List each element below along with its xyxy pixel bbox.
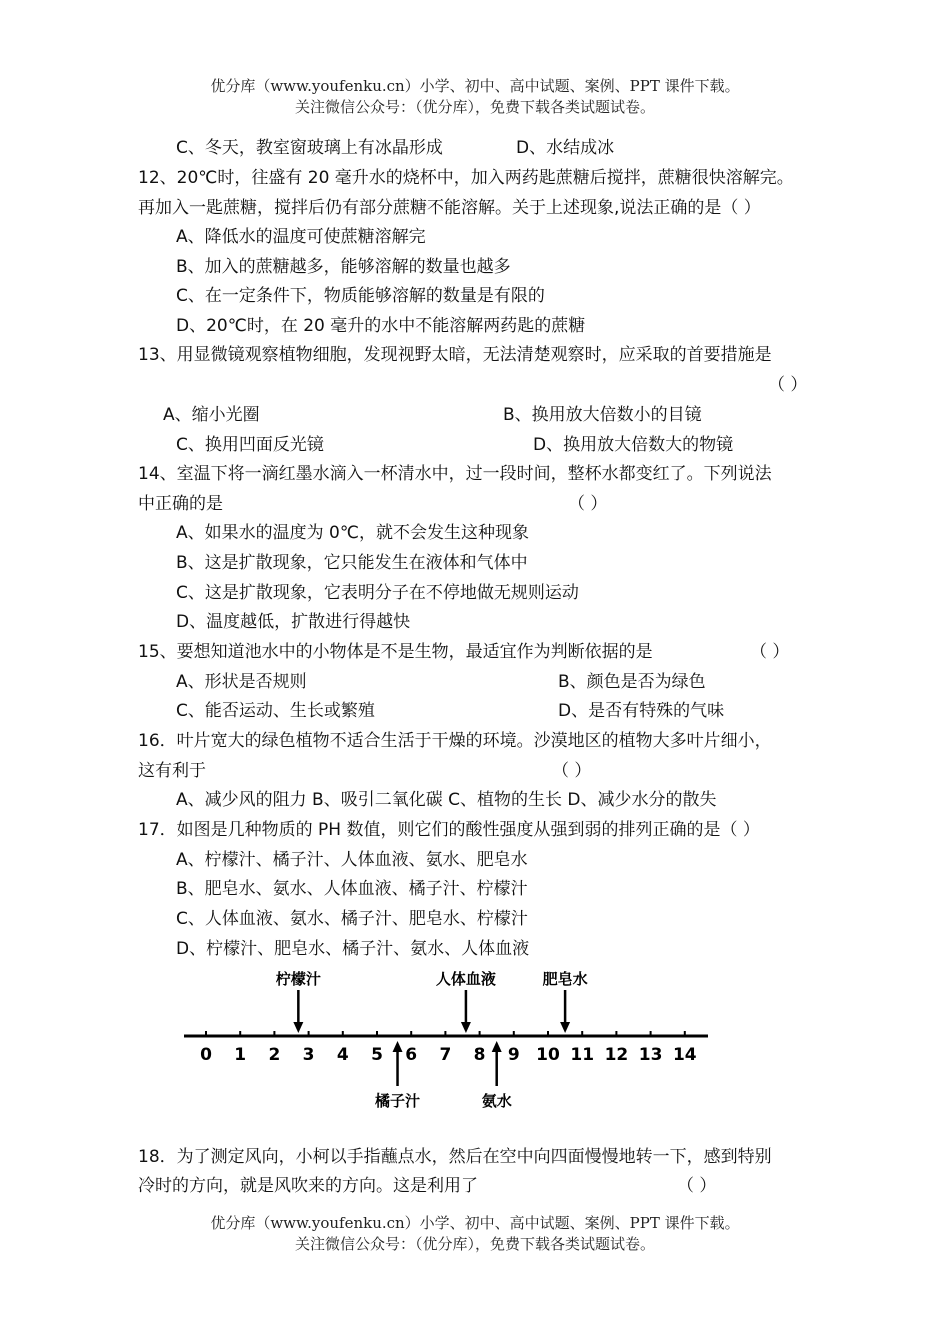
ph-marker-label: 氨水 [481, 1092, 512, 1110]
q12-option-b: B、加入的蔗糖越多，能够溶解的数量也越多 [176, 257, 511, 277]
ph-tick-label: 8 [473, 1045, 486, 1065]
q16-stem-line-2: 这有利于 [138, 761, 206, 781]
q17-option-c: C、人体血液、氨水、橘子汁、肥皂水、柠檬汁 [176, 909, 528, 929]
q12-option-d: D、20℃时，在 20 毫升的水中不能溶解两药匙的蔗糖 [176, 316, 586, 336]
q15-answer-bracket: （ ） [750, 642, 790, 662]
q12-stem-line-2: 再加入一匙蔗糖，搅拌后仍有部分蔗糖不能溶解。关于上述现象,说法正确的是（ ） [138, 198, 761, 218]
q17-option-d: D、柠檬汁、肥皂水、橘子汁、氨水、人体血液 [176, 939, 530, 959]
page-footer-line-1: 优分库（www.youfenku.cn）小学、初中、高中试题、案例、PPT 课件下载。 [210, 1214, 740, 1232]
ph-tick-label: 5 [371, 1045, 383, 1065]
q13-option-d: D、换用放大倍数大的物镜 [533, 435, 734, 455]
q17-stem: 17．如图是几种物质的 PH 数值，则它们的酸性强度从强到弱的排列正确的是（ ） [138, 820, 760, 840]
ph-tick-label: 13 [638, 1045, 663, 1065]
q15-option-d: D、是否有特殊的气味 [558, 701, 725, 721]
q14-option-d: D、温度越低，扩散进行得越快 [176, 612, 411, 632]
q13-option-a: A、缩小光圈 [163, 405, 260, 425]
q14-option-c: C、这是扩散现象，它表明分子在不停地做无规则运动 [176, 583, 579, 603]
q16-options: A、减少风的阻力 B、吸引二氧化碳 C、植物的生长 D、减少水分的散失 [176, 790, 717, 810]
ph-tick-label: 12 [604, 1045, 629, 1065]
ph-marker-label: 人体血液 [435, 970, 496, 988]
ph-markers [276, 970, 588, 1110]
ph-marker-arrow-head [492, 1041, 502, 1052]
page-header-line-1: 优分库（www.youfenku.cn）小学、初中、高中试题、案例、PPT 课件下载。 [210, 77, 740, 95]
ph-tick-label: 4 [336, 1045, 349, 1065]
q14-answer-bracket: （ ） [568, 494, 608, 514]
q17-option-b: B、肥皂水、氨水、人体血液、橘子汁、柠檬汁 [176, 879, 528, 899]
ph-tick-label: 3 [302, 1045, 315, 1065]
q13-option-b: B、换用放大倍数小的目镜 [503, 405, 702, 425]
q15-stem: 15、要想知道池水中的小物体是不是生物，最适宜作为判断依据的是 [138, 642, 653, 662]
ph-axis [184, 1031, 708, 1065]
ph-marker-label: 肥皂水 [542, 970, 588, 988]
ph-marker [276, 970, 321, 1033]
q15-option-a: A、形状是否规则 [176, 672, 307, 692]
q13-answer-bracket: （ ） [768, 375, 808, 395]
q12-option-a: A、降低水的温度可使蔗糖溶解完 [176, 227, 426, 247]
ph-marker-arrow-head [393, 1041, 403, 1052]
page-header-line-2: 关注微信公众号：（优分库），免费下载各类试题试卷。 [294, 98, 655, 116]
q18-answer-bracket: （ ） [677, 1176, 717, 1196]
q18-stem-line-1: 18．为了测定风向，小柯以手指蘸点水，然后在空中向四面慢慢地转一下，感到特别 [138, 1147, 772, 1167]
ph-marker-label: 柠檬汁 [275, 970, 321, 988]
ph-marker [436, 970, 496, 1033]
q14-option-a: A、如果水的温度为 0℃，就不会发生这种现象 [176, 523, 529, 543]
q14-option-b: B、这是扩散现象，它只能发生在液体和气体中 [176, 553, 528, 573]
q16-stem-line-1: 16．叶片宽大的绿色植物不适合生活于干燥的环境。沙漠地区的植物大多叶片细小， [138, 731, 772, 751]
ph-marker [543, 970, 588, 1033]
ph-tick-label: 1 [234, 1045, 247, 1065]
ph-tick-label: 2 [268, 1045, 281, 1065]
ph-tick-label: 0 [200, 1045, 212, 1065]
ph-tick-label: 11 [570, 1045, 595, 1065]
q11-option-c: C、冬天，教室窗玻璃上有冰晶形成 [176, 138, 443, 158]
q13-stem: 13、用显微镜观察植物细胞，发现视野太暗，无法清楚观察时，应采取的首要措施是 [138, 345, 772, 365]
q12-option-c: C、在一定条件下，物质能够溶解的数量是有限的 [176, 286, 545, 306]
q11-option-d: D、水结成冰 [516, 138, 615, 158]
ph-tick-label: 7 [439, 1045, 452, 1065]
ph-tick-label: 14 [672, 1045, 697, 1065]
q17-option-a: A、柠檬汁、橘子汁、人体血液、氨水、肥皂水 [176, 850, 528, 870]
q12-stem-line-1: 12、20℃时，往盛有 20 毫升水的烧杯中，加入两药匙蔗糖后搅拌，蔗糖很快溶解完。 [138, 168, 794, 188]
page-footer-line-2: 关注微信公众号：（优分库），免费下载各类试题试卷。 [294, 1235, 655, 1253]
q18-stem-line-2: 冷时的方向，就是风吹来的方向。这是利用了 [138, 1176, 478, 1196]
ph-tick-label: 10 [536, 1045, 560, 1065]
q14-stem-line-1: 14、室温下将一滴红墨水滴入一杯清水中，过一段时间，整杯水都变红了。下列说法 [138, 464, 772, 484]
ph-marker-arrow-head [461, 1022, 471, 1033]
q14-stem-line-2: 中正确的是 [138, 494, 223, 514]
ph-tick-label: 9 [507, 1045, 520, 1065]
ph-marker-arrow-head [560, 1022, 570, 1033]
ph-tick-label: 6 [405, 1045, 418, 1065]
q15-option-c: C、能否运动、生长或繁殖 [176, 701, 375, 721]
ph-marker-arrow-head [293, 1022, 303, 1033]
ph-marker-label: 橘子汁 [375, 1092, 421, 1110]
q13-option-c: C、换用凹面反光镜 [176, 435, 324, 455]
q15-option-b: B、颜色是否为绿色 [558, 672, 706, 692]
ph-scale-figure [178, 964, 718, 1114]
q16-answer-bracket: （ ） [552, 761, 592, 781]
